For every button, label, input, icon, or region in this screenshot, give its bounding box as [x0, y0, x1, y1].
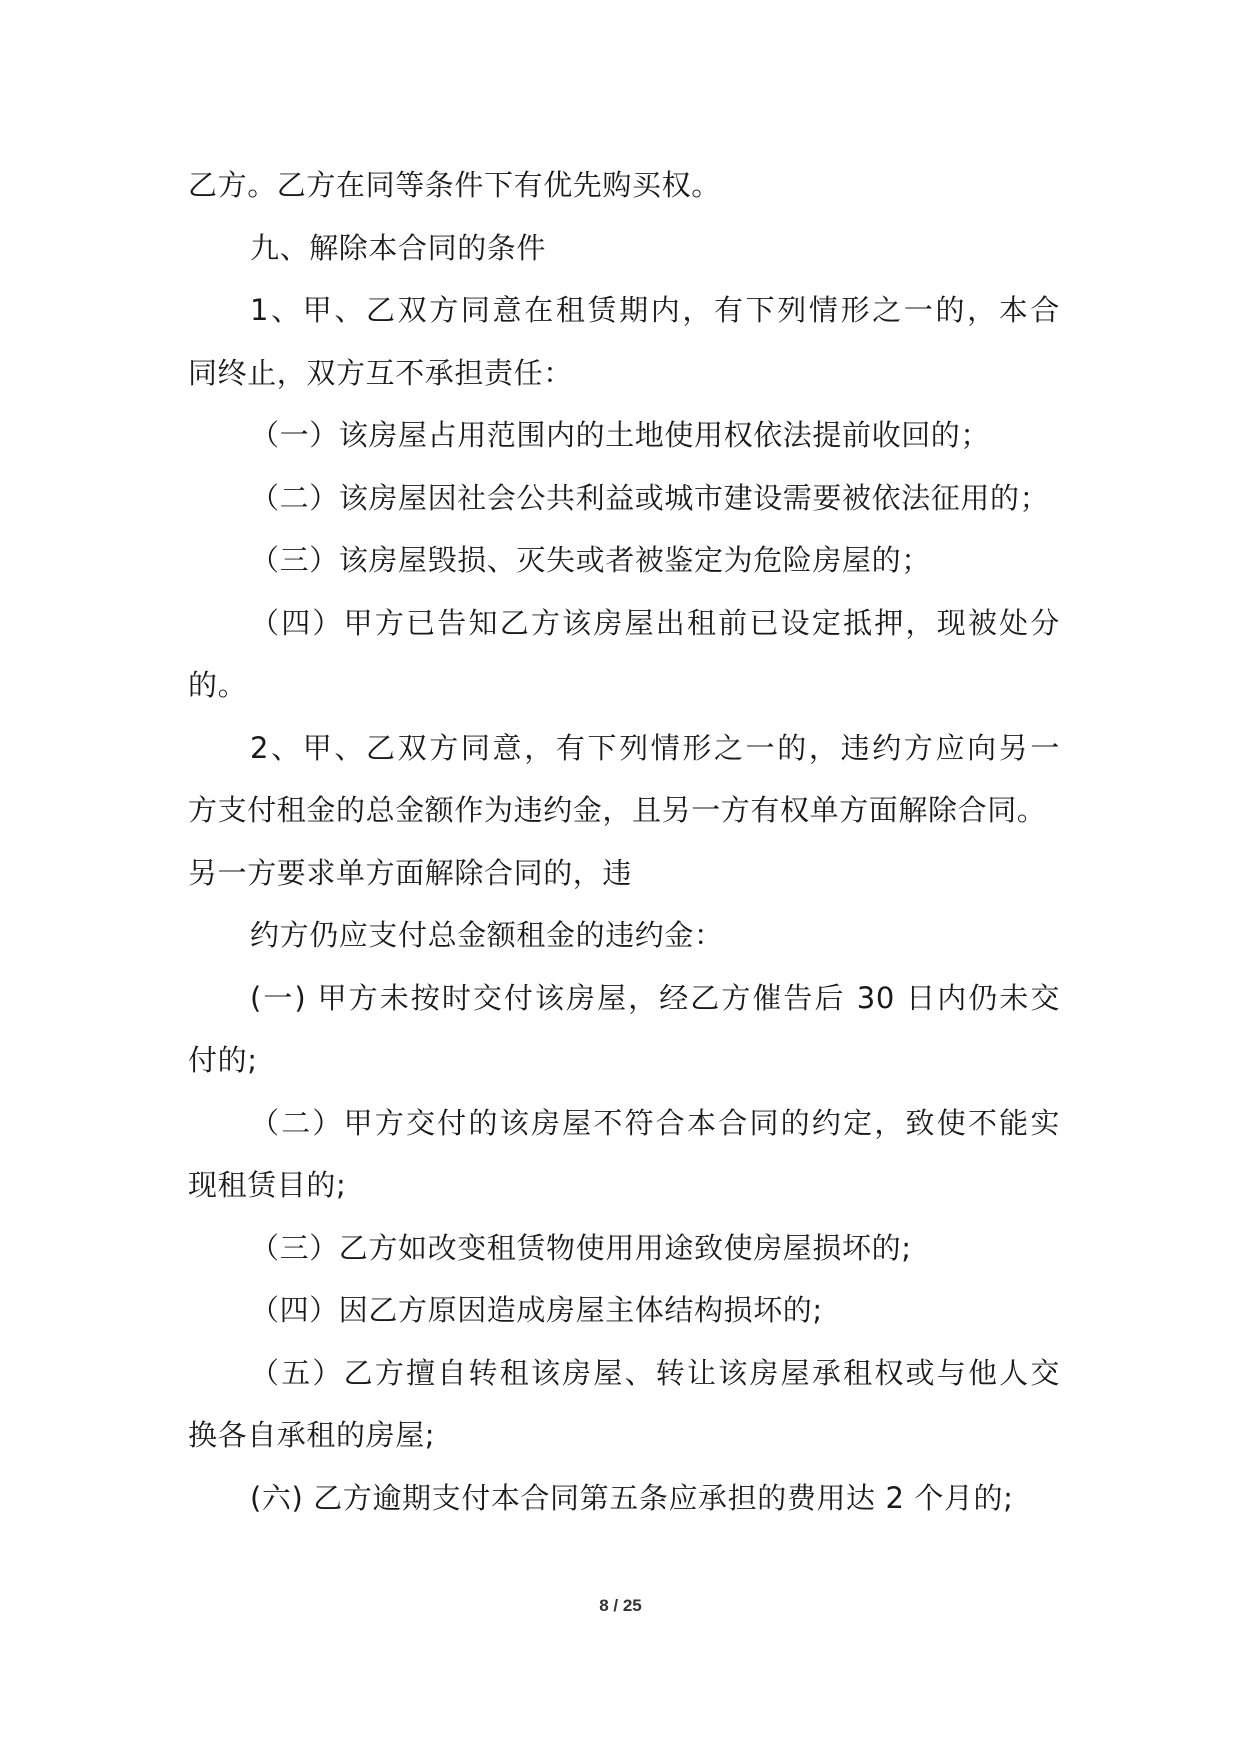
- text-line: 另一方要求单方面解除合同的，违: [188, 855, 633, 890]
- text-line: 2、甲、乙双方同意，有下列情形之一的，违约方应向另一: [250, 730, 1060, 765]
- list-item: （五）乙方擅自转租该房屋、转让该房屋承租权或与他人交: [250, 1355, 1060, 1390]
- list-item: (一) 甲方未按时交付该房屋，经乙方催告后 30 日内仍未交: [250, 980, 1060, 1015]
- text-line: 现租赁目的;: [188, 1168, 347, 1202]
- text-line: 乙方。乙方在同等条件下有优先购买权。: [188, 168, 721, 202]
- list-item: (六) 乙方逾期支付本合同第五条应承担的费用达 2 个月的;: [250, 1480, 1014, 1515]
- list-item: （二）该房屋因社会公共利益或城市建设需要被依法征用的；: [250, 480, 1050, 515]
- text-line: 约方仍应支付总金额租金的违约金：: [250, 918, 724, 952]
- list-item: （三）乙方如改变租赁物使用用途致使房屋损坏的;: [250, 1230, 912, 1265]
- text-line: 换各自承租的房屋;: [188, 1418, 436, 1452]
- list-item: （二）甲方交付的该房屋不符合本合同的约定，致使不能实: [250, 1105, 1060, 1140]
- text-line: 1、甲、乙双方同意在租赁期内，有下列情形之一的，本合: [250, 293, 1060, 327]
- text-line: 方支付租金的总金额作为违约金，且另一方有权单方面解除合同。: [188, 793, 1047, 827]
- text-line: 付的;: [188, 1043, 258, 1077]
- list-item: （四）因乙方原因造成房屋主体结构损坏的;: [250, 1293, 823, 1327]
- text-line: 的。: [188, 668, 248, 702]
- page-number: 8 / 25: [599, 1596, 642, 1615]
- list-item: （一）该房屋占用范围内的土地使用权依法提前收回的；: [250, 418, 991, 452]
- section-heading: 九、解除本合同的条件: [250, 230, 547, 265]
- list-item: （四）甲方已告知乙方该房屋出租前已设定抵押，现被处分: [250, 605, 1060, 640]
- text-line: 同终止，双方互不承担责任：: [188, 355, 573, 390]
- list-item: （三）该房屋毁损、灭失或者被鉴定为危险房屋的；: [250, 543, 931, 577]
- document-body: [188, 154, 1060, 1529]
